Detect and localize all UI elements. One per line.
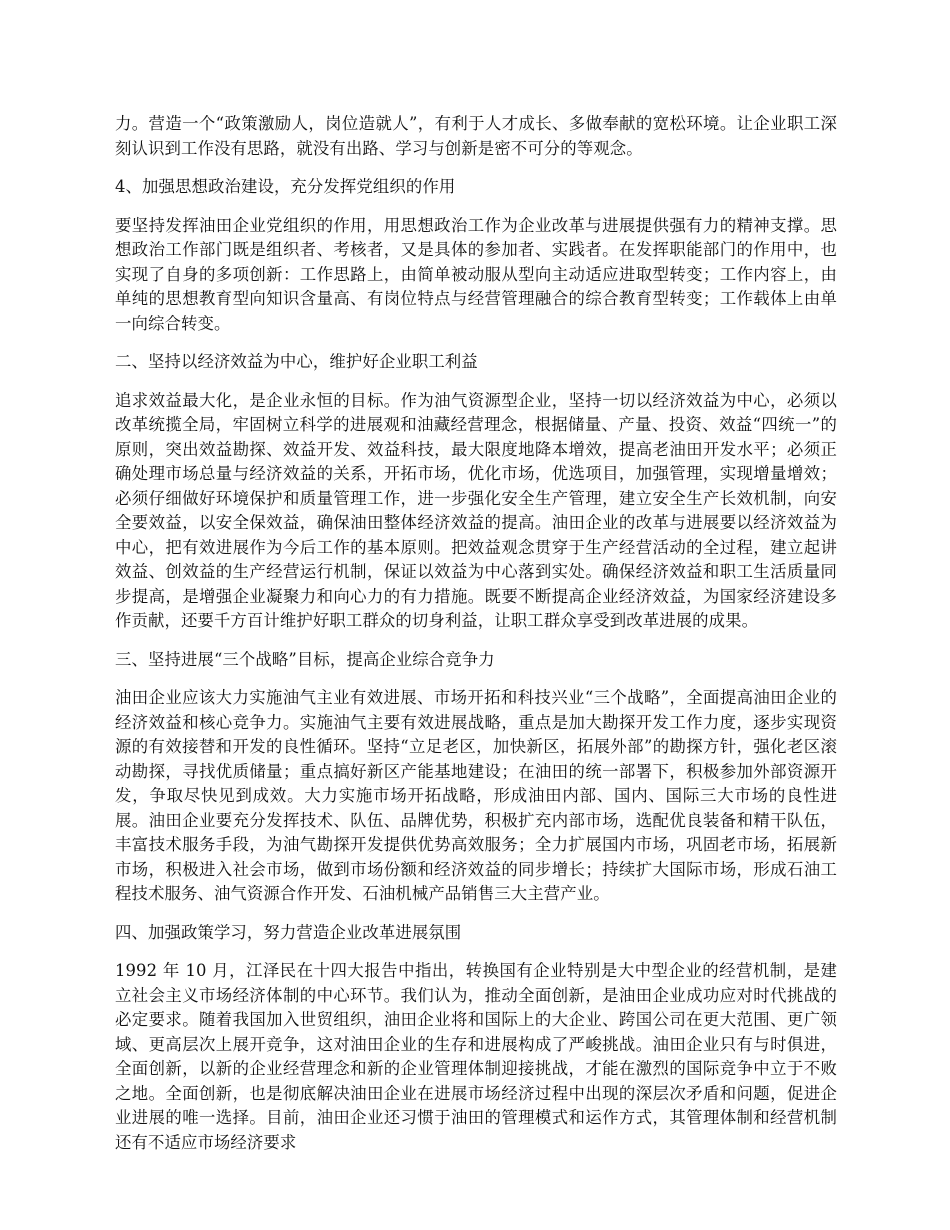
heading-party-building: 4、加强思想政治建设，充分发挥党组织的作用 [115, 177, 456, 196]
paragraph-policy-study: 1992 年 10 月，江泽民在十四大报告中指出，转换国有企业特别是大中型企业的经营机制，是建立社会主义市场经济体制的中心环节。我们认为，推动全面创新，是油田企业成功应对时代挑战的必定要求。随着我国加入世贸组织，油田企业将和国际上的大企业、跨国公司在更大范围、更广领域、更高层次上展开竞争，这对油田企业的生存和进展构成了严峻挑战。油田企业只有与时俱进，全面创新，以新的企业经营理念和新的企业管理体制迎接挑战，才能在激烈的国际竞争中立于不败之地。全面创新，也是彻底解决油田企业在进展市场经济过程中出现的深层次矛盾和问题，促进企业进展的唯一选择。目前，油田企业还习惯于油田的管理模式和运作方式，其管理体制和经营机制还有不适应市场经济要求 [115, 961, 837, 1152]
paragraph-intro-continuation: 力。营造一个“政策激励人，岗位造就人”，有利于人才成长、多做奉献的宽松环境。让企业职工深刻认识到工作没有思路，就没有出路、学习与创新是密不可分的等观念。 [115, 114, 837, 158]
paragraph-party-building: 要坚持发挥油田企业党组织的作用，用思想政治工作为企业改革与进展提供强有力的精神支撑。思想政治工作部门既是组织者、考核者，又是具体的参加者、实践者。在发挥职能部门的作用中，也实现了自身的多项创新：工作思路上，由简单被动服从型向主动适应进取型转变；工作内容上，由单纯的思想教育型向知识含量高、有岗位特点与经营管理融合的综合教育型转变；工作载体上由单一向综合转变。 [115, 215, 837, 333]
heading-economic-benefit: 二、坚持以经济效益为中心，维护好企业职工利益 [115, 352, 478, 371]
paragraph-economic-benefit: 追求效益最大化，是企业永恒的目标。作为油气资源型企业，坚持一切以经济效益为中心，必须以改革统揽全局，牢固树立科学的进展观和油藏经营理念，根据储量、产量、投资、效益“四统一”的原则，突出效益勘探、效益开发、效益科技，最大限度地降本增效，提高老油田开发水平；必须正确处理市场总量与经济效益的关系，开拓市场，优化市场，优选项目，加强管理，实现增量增效；必须仔细做好环境保护和质量管理工作，进一步强化安全生产管理，建立安全生产长效机制，向安全要效益，以安全保效益，确保油田整体经济效益的提高。油田企业的改革与进展要以经济效益为中心，把有效进展作为今后工作的基本原则。把效益观念贯穿于生产经营活动的全过程，建立起讲效益、创效益的生产经营运行机制，保证以效益为中心落到实处。确保经济效益和职工生活质量同步提高，是增强企业凝聚力和向心力的有力措施。既要不断提高企业经济效益，为国家经济建设多作贡献，还要千方百计维护好职工群众的切身利益，让职工群众享受到改革进展的成果。 [115, 390, 837, 630]
heading-three-strategies: 三、坚持进展“三个战略”目标，提高企业综合竞争力 [115, 649, 495, 669]
heading-policy-study: 四、加强政策学习，努力营造企业改革进展氛围 [115, 922, 462, 942]
document-page [115, 112, 837, 1169]
paragraph-three-strategies: 油田企业应该大力实施油气主业有效进展、市场开拓和科技兴业“三个战略”，全面提高油田企业的经济效益和核心竞争力。实施油气主要有效进展战略，重点是加大勘探开发工作力度，逐步实现资源的有效接替和开发的良性循环。坚持“立足老区，加快新区，拓展外部”的勘探方针，强化老区滚动勘探，寻找优质储量；重点搞好新区产能基地建设；在油田的统一部署下，积极参加外部资源开发，争取尽快见到成效。大力实施市场开拓战略，形成油田内部、国内、国际三大市场的良性进展。油田企业要充分发挥技术、队伍、品牌优势，积极扩充内部市场，选配优良装备和精干队伍，丰富技术服务手段，为油气勘探开发提供优势高效服务；全力扩展国内市场，巩固老市场，拓展新市场，积极进入社会市场，做到市场份额和经济效益的同步增长；持续扩大国际市场，形成石油工程技术服务、油气资源合作开发、石油机械产品销售三大主营产业。 [115, 688, 837, 903]
